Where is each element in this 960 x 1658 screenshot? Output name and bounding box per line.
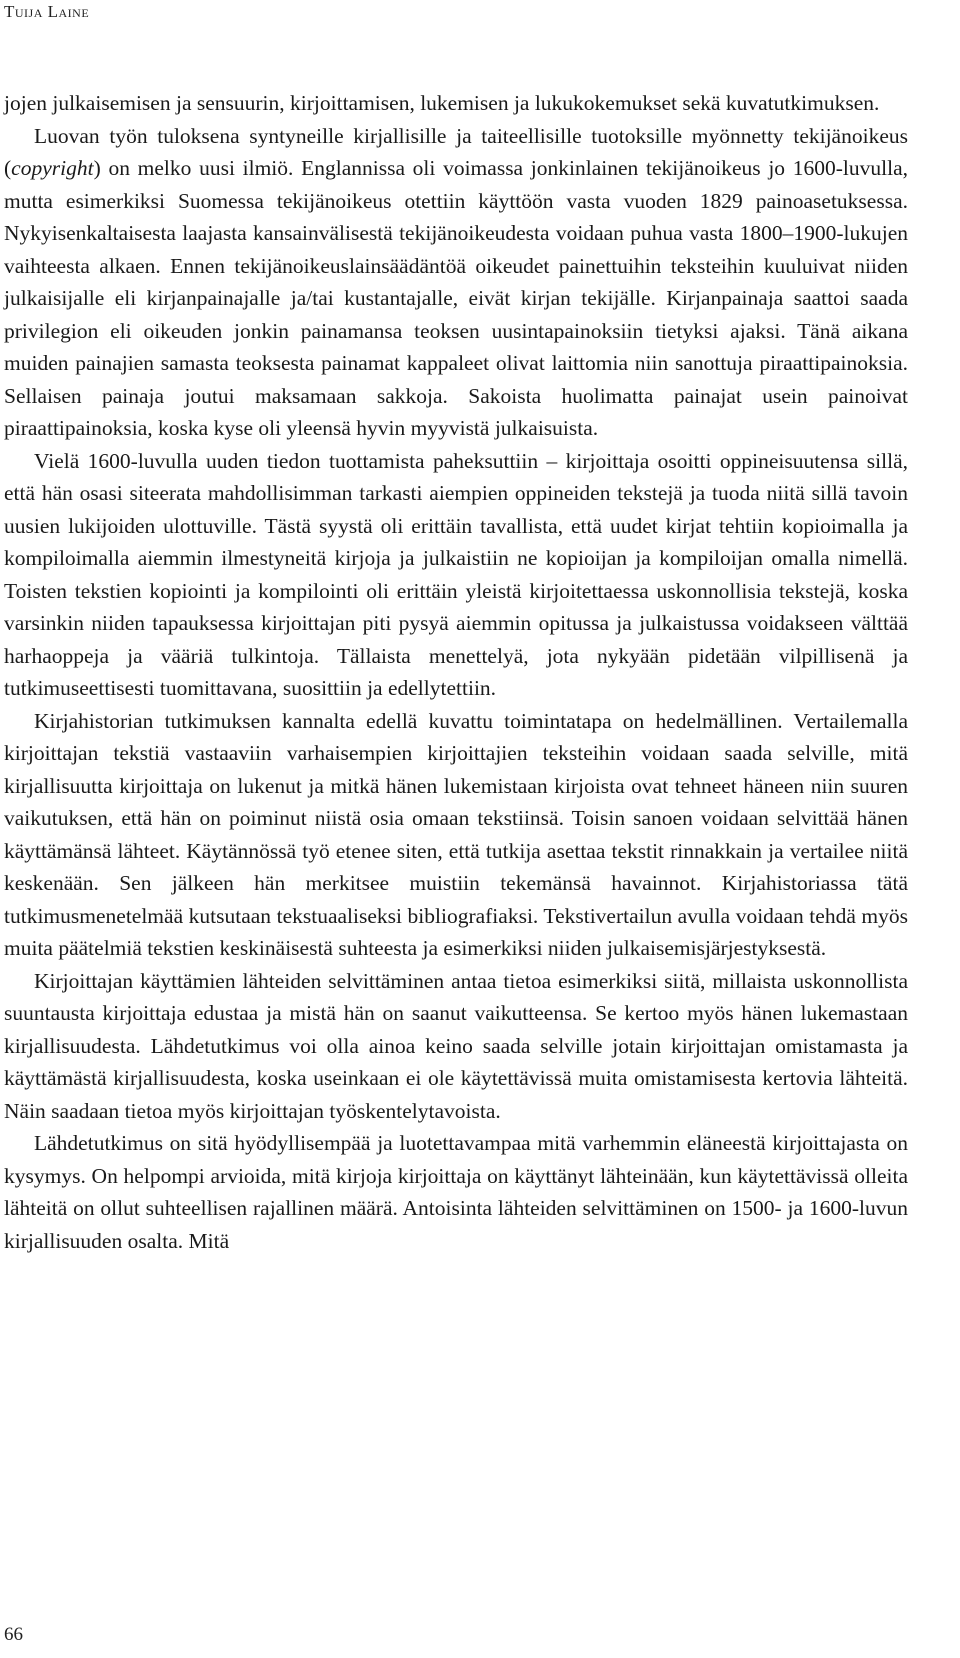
- paragraph-source-research: Lähdetutkimus on sitä hyödyllisempää ja luotettavampaa mitä varhemmin eläneestä kirjoittajasta on kysymys. On helpompi arvioida, mitä kirjoja kirjoittaja on käyttänyt lähteinään, kun käytettävissä olleita lähteitä on ollut suhteellisen rajallinen määrä. Antoisinta lähteiden selvittäminen on 1500- ja 1600-luvun kirjallisuuden osalta. Mitä: [4, 1131, 908, 1253]
- paragraph-copyright: [4, 120, 908, 445]
- paragraph-copyright-start: Luovan työn tuloksena syntyneille kirjallisille ja taiteellisille tuotoksille myönnetty tekijänoikeus (: [4, 123, 908, 180]
- paragraph-1600s: Vielä 1600-luvulla uuden tiedon tuottamista paheksuttiin – kirjoittaja osoitti oppineisuutensa sillä, että hän osasi siteerata mahdollisimman tarkasti aiempien oppineiden tekstejä ja tuoda niitä sillä tavoin uusien lukijoiden ulottuville. Tästä syystä oli erittäin tavallista, että uudet kirjat tehtiin kopioimalla ja kompiloimalla aiemmin ilmestyneitä kirjoja ja julkaistiin ne kopioijan ja kompiloijan omalla nimellä. Toisten tekstien kopiointi ja kompilointi oli erittäin yleistä kirjoitettaessa uskonnollisia tekstejä, koska varsinkin niiden tapauksessa kirjoittajan piti pysyä aiemmin opitussa ja julkaistussa voidakseen välttää harhaoppeja ja vääriä tulkintoja. Tällaista menettelyä, jota nykyään pidetään vilpillisenä ja tutkimuseettisesti tuomittavana, suosittiin ja edellytettiin.: [4, 448, 908, 700]
- paragraph-book-history: Kirjahistorian tutkimuksen kannalta edellä kuvattu toimintatapa on hedelmällinen. Vertailemalla kirjoittajan tekstiä vastaaviin varhaisempien kirjoittajien teksteihin voidaan saada selville, mitä kirjallisuutta kirjoittaja on lukenut ja mitkä hänen lukemistaan kirjoista ovat tehneet häneen niin suuren vaikutuksen, että hän on poiminut niistä osia omaan tekstiinsä. Toisin sanoen voidaan selvittää hänen käyttämänsä lähteet. Käytännössä työ etenee siten, että tutkija asettaa tekstit rinnakkain ja vertailee niitä keskenään. Sen jälkeen hän merkitsee muistiin tekemänsä havainnot. Kirjahistoriassa tätä tutkimusmenetelmää kutsutaan tekstuaaliseksi bibliografiaksi. Tekstivertailun avulla voidaan tehdä myös muita päätelmiä tekstien keskinäisestä suhteesta ja esimerkiksi niiden julkaisemisjärjestyksestä.: [4, 708, 908, 960]
- paragraph-copyright-rest: ) on melko uusi ilmiö. Englannissa oli voimassa jonkinlainen tekijänoikeus jo 1600-luvulla, mutta esimerkiksi Suomessa tekijänoikeus otettiin käyttöön vasta vuoden 1829 painoasetuksessa. Nykyisenkaltaisesta laajasta kansainvälisestä tekijänoikeudesta voidaan puhua vasta 1800–1900-lukujen vaihteesta alkaen. Ennen tekijänoikeuslainsäädäntöä oikeudet painettuihin teksteihin kuuluivat niiden julkaisijalle eli kirjanpainajalle ja/tai kustantajalle, eivät kirjan tekijälle. Kirjanpainaja saattoi saada privilegion eli oikeuden jonkin painamansa teoksen uusintapainoksiin tietyksi ajaksi. Tänä aikana muiden painajien samasta teoksesta painamat kappaleet olivat laittomia niin sanottuja piraattipainoksia. Sellaisen painaja joutui maksamaan sakkoja. Sakoista huolimatta painajat usein painoivat piraattipainoksia, koska kyse oli yleensä hyvin myyvistä julkaisuista.: [4, 156, 908, 440]
- copyright-term: copyright: [11, 156, 94, 180]
- body-text: [4, 87, 908, 1257]
- running-head: Tuija Laine: [4, 2, 90, 21]
- paragraph-continued: jojen julkaisemisen ja sensuurin, kirjoittamisen, lukemisen ja lukukokemukset sekä kuvatutkimuksen.: [4, 91, 880, 115]
- page-number: 66: [4, 1624, 23, 1645]
- paragraph-sources: Kirjoittajan käyttämien lähteiden selvittäminen antaa tietoa esimerkiksi siitä, millaista uskonnollista suuntausta kirjoittaja edustaa ja mistä hän on saanut vaikutteensa. Se kertoo myös hänen lukemastaan kirjallisuudesta. Lähdetutkimus voi olla ainoa keino saada selville jotain kirjoittajan omistamasta ja käyttämästä kirjallisuudesta, koska useinkaan ei ole käytettävissä muita omistamisesta kertovia lähteitä. Näin saadaan tietoa myös kirjoittajan työskentelytavoista.: [4, 968, 908, 1123]
